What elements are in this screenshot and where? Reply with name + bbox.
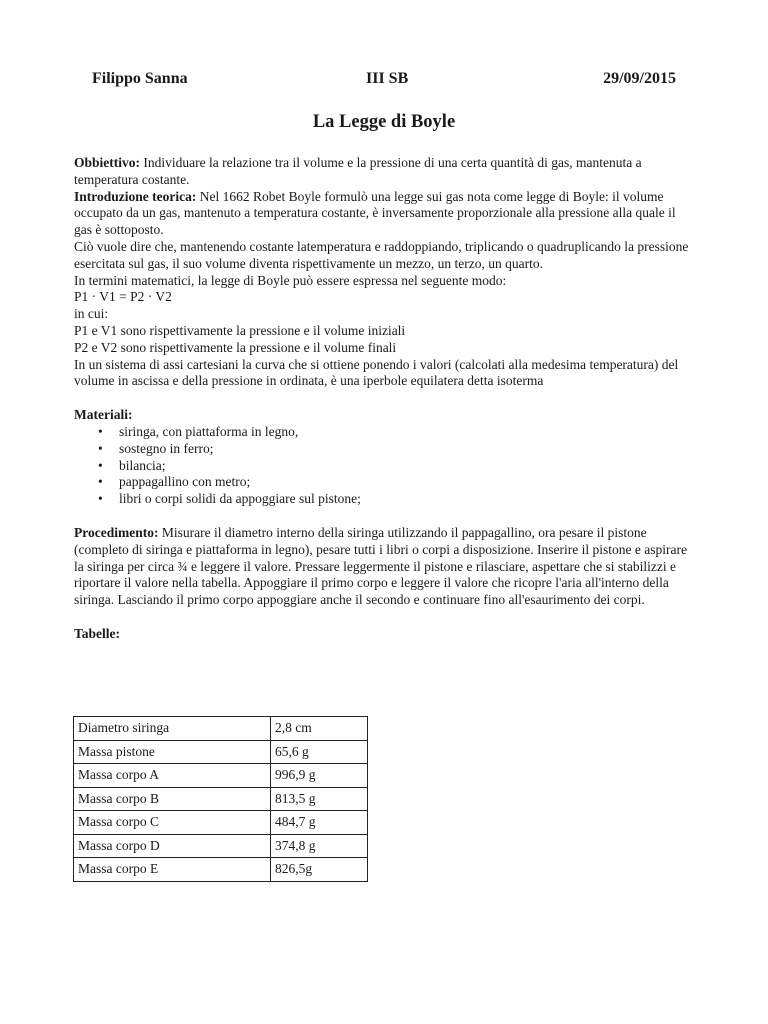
class-name: III SB xyxy=(366,70,409,87)
materiali-list xyxy=(74,424,696,508)
data-table xyxy=(73,716,368,882)
list-item xyxy=(74,474,696,491)
materiali-label: Materiali: xyxy=(74,407,133,423)
introduzione-line: In un sistema di assi cartesiani la curva che si ottiene ponendo i valori (calcolati alla medesima temperatura) del volume in ascissa e della pressione in ordinata, è una iperbole equilatera detta isoterma xyxy=(74,356,679,389)
introduzione-line: P1 e V1 sono rispettivamente la pressione e il volume iniziali xyxy=(74,322,406,338)
table-cell-name: Massa corpo E xyxy=(74,858,271,882)
list-item-text: pappagallino con metro; xyxy=(119,474,251,490)
document-title: La Legge di Boyle xyxy=(312,112,456,132)
table-cell-value: 65,6 g xyxy=(271,740,368,764)
document-body xyxy=(74,155,696,643)
formula-line: P1 · V1 = P2 · V2 xyxy=(74,289,172,305)
table-cell-name: Massa pistone xyxy=(74,740,271,764)
list-item xyxy=(74,424,696,441)
bullet-icon: • xyxy=(98,440,103,456)
document-date: 29/09/2015 xyxy=(603,70,676,87)
document-header xyxy=(0,70,768,92)
obiettivo-paragraph xyxy=(74,155,696,189)
list-item xyxy=(74,491,696,508)
table-cell-name: Massa corpo B xyxy=(74,787,271,811)
table-cell-name: Massa corpo A xyxy=(74,764,271,788)
table-row xyxy=(74,787,368,811)
table-row xyxy=(74,764,368,788)
materiali-heading xyxy=(74,407,696,424)
table-row xyxy=(74,717,368,741)
list-item-text: libri o corpi solidi da appoggiare sul pistone; xyxy=(119,491,361,507)
table-row xyxy=(74,740,368,764)
table-cell-name: Massa corpo C xyxy=(74,811,271,835)
list-item xyxy=(74,441,696,458)
bullet-icon: • xyxy=(98,423,103,439)
bullet-icon: • xyxy=(98,474,103,490)
table-cell-value: 374,8 g xyxy=(271,834,368,858)
bullet-icon: • xyxy=(98,491,103,507)
list-item-text: sostegno in ferro; xyxy=(119,440,214,456)
introduzione-label: Introduzione teorica: xyxy=(74,188,197,204)
table-cell-value: 996,9 g xyxy=(271,764,368,788)
introduzione-line: in cui: xyxy=(74,306,109,322)
procedimento-label: Procedimento: xyxy=(74,524,159,540)
introduzione-text: Nel 1662 Robet Boyle formulò una legge sui gas nota come legge di Boyle: il volume occupato da un gas, mantenuto a temperatura costante, è inversamente proporzionale alla pressione alla quale il gas è sottoposto. xyxy=(74,188,676,238)
list-item-text: bilancia; xyxy=(119,457,166,473)
tabelle-label: Tabelle: xyxy=(74,625,121,641)
introduzione-line: In termini matematici, la legge di Boyle può essere espressa nel seguente modo: xyxy=(74,272,507,288)
obiettivo-label: Obbiettivo: xyxy=(74,155,140,170)
procedimento-paragraph xyxy=(74,525,696,609)
procedimento-text: Misurare il diametro interno della siringa utilizzando il pappagallino, ora pesare il pistone (completo di siringa e piattaforma in legno), pesare tutti i libri o corpi a disposizione. Inserire il pistone e aspirare la siringa per circa ¾ e leggere il valore. Pressare leggermente il pistone e rilasciare, aspettare che si stabilizzi e riportare il valore nella tabella. Appoggiare il primo corpo e leggere il valore che ricopre l'aria all'interno della siringa. Lasciando il primo corpo appoggiare anche il secondo e continuare fino all'esaurimento dei corpi. xyxy=(74,524,687,608)
introduzione-paragraph xyxy=(74,189,696,239)
obiettivo-text: Individuare la relazione tra il volume e la pressione di una certa quantità di gas, mantenuta a temperatura costante. xyxy=(74,155,642,187)
table-cell-value: 2,8 cm xyxy=(271,717,368,741)
table-cell-value: 826,5g xyxy=(271,858,368,882)
table-cell-name: Diametro siringa xyxy=(74,717,271,741)
list-item xyxy=(74,458,696,475)
table-cell-name: Massa corpo D xyxy=(74,834,271,858)
introduzione-line: P2 e V2 sono rispettivamente la pressione e il volume finali xyxy=(74,339,397,355)
table-row xyxy=(74,811,368,835)
introduzione-line: Ciò vuole dire che, mantenendo costante latemperatura e raddoppiando, triplicando o quadruplicando la pressione esercitata sul gas, il suo volume diventa rispettivamente un mezzo, un terzo, un quarto. xyxy=(74,238,689,271)
table-row xyxy=(74,858,368,882)
tabelle-heading xyxy=(74,626,696,643)
table-cell-value: 484,7 g xyxy=(271,811,368,835)
table-cell-value: 813,5 g xyxy=(271,787,368,811)
table-row xyxy=(74,834,368,858)
list-item-text: siringa, con piattaforma in legno, xyxy=(119,423,299,439)
author-name: Filippo Sanna xyxy=(92,70,188,87)
bullet-icon: • xyxy=(98,457,103,473)
